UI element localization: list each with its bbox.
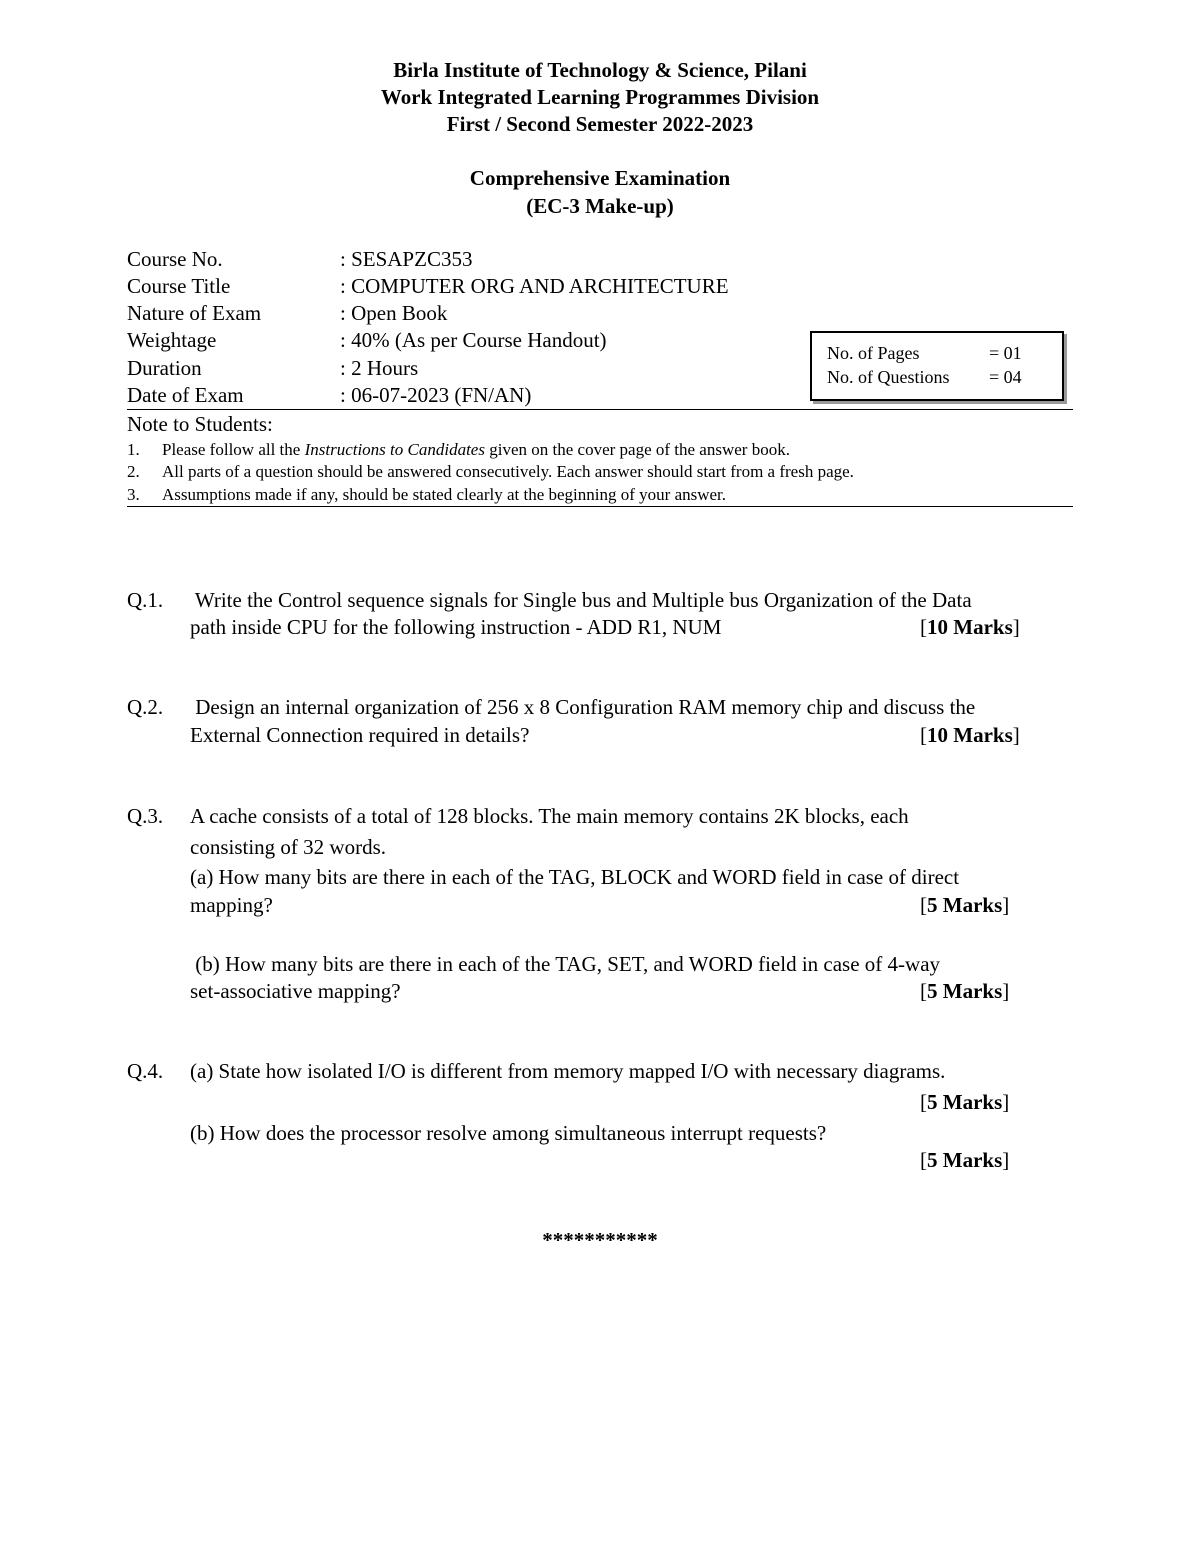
question-text: consisting of 32 words. [190,835,386,859]
course-no-label: Course No. [127,247,223,271]
note-number: 1. [127,440,140,459]
question-text: Write the Control sequence signals for Single bus and Multiple bus Organization of the Data [190,588,972,612]
course-title-label: Course Title [127,274,231,298]
marks-label: [5 Marks] [920,1148,1010,1172]
question-number: Q.4. [127,1059,164,1083]
marks-label: [5 Marks] [920,893,1010,917]
marks-value: 5 Marks [927,893,1003,917]
marks-label: [5 Marks] [920,1090,1010,1114]
notes-bottom-rule [127,506,1073,507]
pages-label: No. of Pages [827,343,920,363]
end-of-paper-stars: *********** [542,1228,658,1252]
marks-value: 5 Marks [927,1090,1003,1114]
question-text: External Connection required in details? [190,723,530,747]
summary-box [810,331,1064,401]
exam-type-title: Comprehensive Examination [469,166,731,190]
question-number: Q.3. [127,804,164,828]
weightage-label: Weightage [127,328,217,352]
marks-value: 5 Marks [927,979,1003,1003]
question-part-text: mapping? [190,893,273,917]
question-number: Q.1. [127,588,164,612]
marks-value: 10 Marks [927,615,1013,639]
question-part-text: (b) How many bits are there in each of the TAG, SET, and WORD field in case of 4-way [190,952,941,976]
institute-name: Birla Institute of Technology & Science, Pilani [393,58,807,82]
semester-title: First / Second Semester 2022-2023 [446,112,754,136]
course-title-value: : COMPUTER ORG AND ARCHITECTURE [340,274,729,298]
note-text: Please follow all the [162,440,305,459]
exam-nature-value: : Open Book [340,301,448,325]
questions-value: = 04 [989,367,1022,387]
pages-value: = 01 [989,343,1022,363]
duration-value: : 2 Hours [340,356,419,380]
division-name: Work Integrated Learning Programmes Division [380,85,820,109]
question-part-text: (b) How does the processor resolve among simultaneous interrupt requests? [190,1121,827,1145]
question-part-text: (a) State how isolated I/O is different from memory mapped I/O with necessary diagrams. [190,1059,946,1083]
question-text: Design an internal organization of 256 x 8 Configuration RAM memory chip and discuss the [190,695,976,719]
note-emphasis: Instructions to Candidates [304,440,485,459]
note-item: All parts of a question should be answered consecutively. Each answer should start from a fresh page. [162,462,854,481]
marks-value: 10 Marks [927,723,1013,747]
question-text: A cache consists of a total of 128 blocks. The main memory contains 2K blocks, each [190,804,909,828]
exam-date-label: Date of Exam [127,383,244,407]
marks-label: [5 Marks] [920,979,1010,1003]
duration-label: Duration [127,356,202,380]
question-text: path inside CPU for the following instruction - ADD R1, NUM [190,615,722,639]
note-number: 2. [127,462,140,481]
weightage-value: : 40% (As per Course Handout) [340,328,607,352]
course-no-value: : SESAPZC353 [340,247,473,271]
question-part-text: set-associative mapping? [190,979,401,1003]
marks-value: 5 Marks [927,1148,1003,1172]
questions-label: No. of Questions [827,367,950,387]
note-text: given on the cover page of the answer book. [484,440,790,459]
exam-nature-label: Nature of Exam [127,301,262,325]
question-part-text: (a) How many bits are there in each of the TAG, BLOCK and WORD field in case of direct [190,865,960,889]
note-number: 3. [127,485,140,504]
note-item: Assumptions made if any, should be stated clearly at the beginning of your answer. [162,485,727,504]
notes-top-rule [127,409,1073,410]
marks-label: [10 Marks] [920,615,1020,639]
exam-date-value: : 06-07-2023 (FN/AN) [340,383,532,407]
question-number: Q.2. [127,695,164,719]
exam-code-title: (EC-3 Make-up) [526,194,674,218]
marks-label: [10 Marks] [920,723,1020,747]
notes-heading: Note to Students: [127,412,273,436]
note-item [162,440,790,460]
